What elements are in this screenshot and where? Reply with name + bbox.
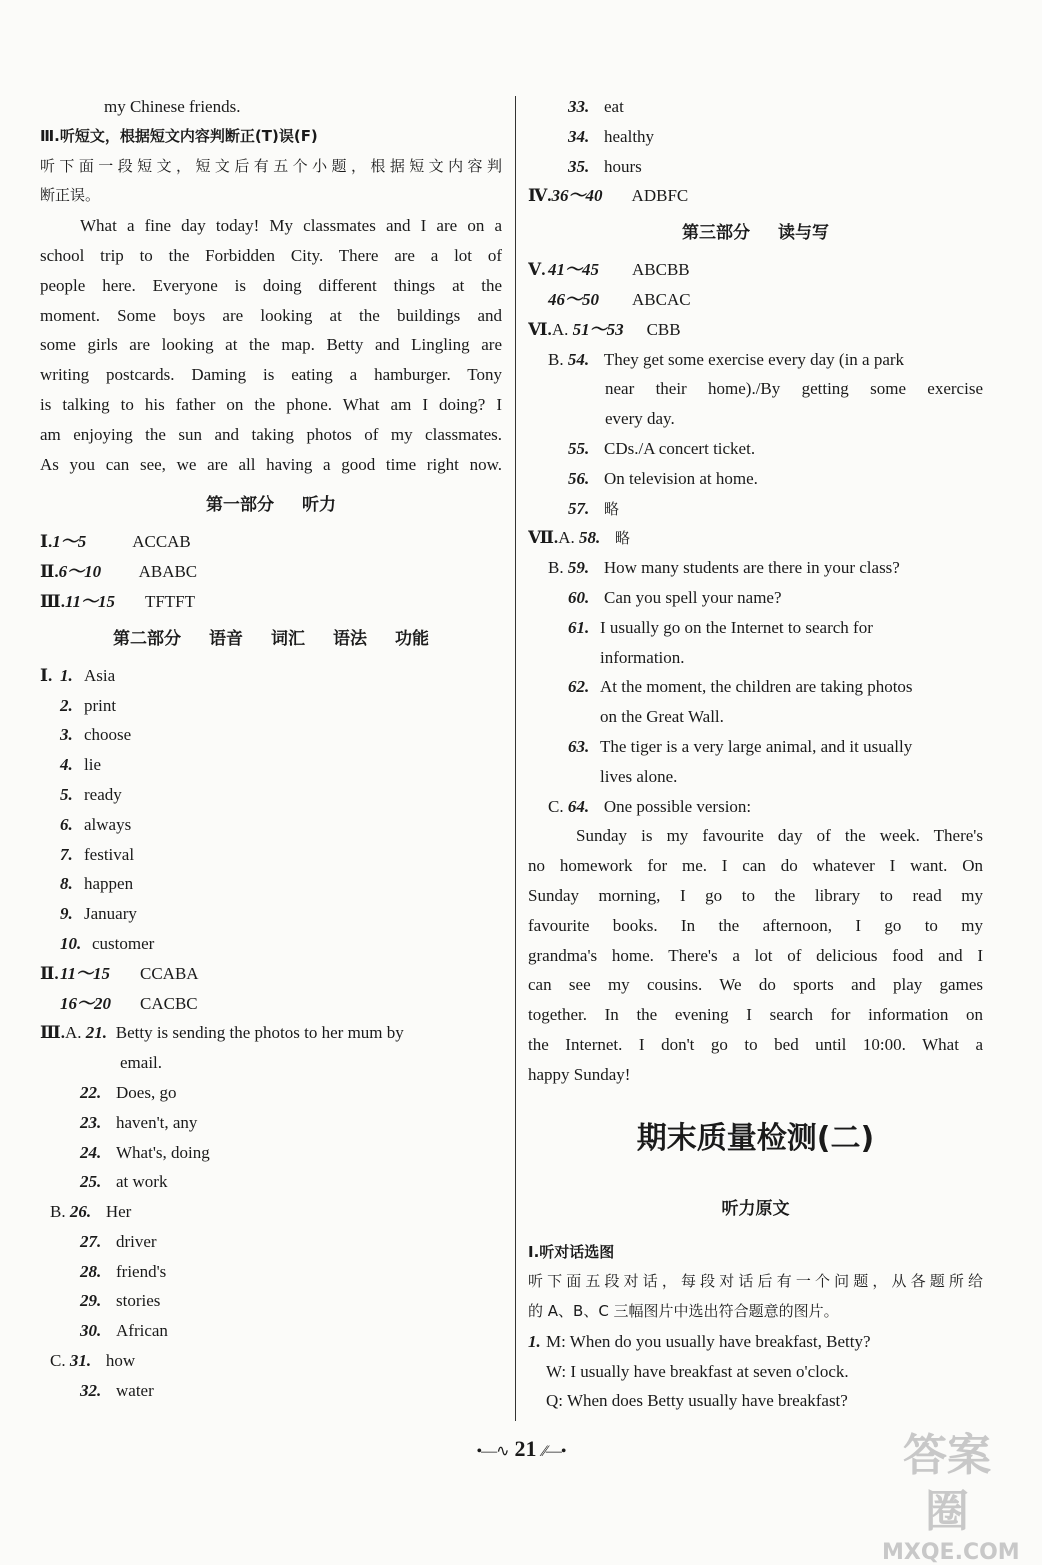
passage-line: writing postcards. Daming is eating a hamburger. Tony: [40, 365, 502, 385]
passage-line: What a fine day today! My classmates and I are on a: [80, 216, 502, 236]
right-column: [528, 92, 983, 1416]
answer-item: 56. On television at home.: [568, 468, 758, 488]
answer-row: Ⅳ.36～40 ADBFC: [528, 186, 689, 206]
answer-item: 35. hours: [568, 156, 642, 176]
answer-item: 55. CDs./A concert ticket.: [568, 438, 756, 458]
answer-continuation: near their home)./By getting some exercise: [605, 379, 983, 399]
passage-line: is talking to his father on the phone. What am I doing? I: [40, 394, 502, 414]
word-item: 9. January: [60, 904, 137, 924]
word-item: 3. choose: [60, 725, 132, 745]
answer-row: 16～20 CACBC: [60, 993, 198, 1013]
answer-row: Ⅲ.11～15 TFTFT: [40, 591, 196, 611]
answer-item: 57. 略: [568, 498, 620, 518]
answer-row: Ⅱ.11～15 CCABA: [40, 963, 199, 983]
answer-item: 60. Can you spell your name?: [568, 587, 782, 607]
essay-line: favourite books. In the afternoon, I go to my: [528, 915, 983, 935]
passage-line: school trip to the Forbidden City. There are a lot of: [40, 245, 502, 265]
instruction-line: 断正误。: [40, 186, 101, 205]
listening-title: 听力原文: [721, 1198, 790, 1219]
essay-line: happy Sunday!: [528, 1064, 631, 1084]
essay-line: together. In the evening I search for information on: [528, 1005, 983, 1025]
exam-title: 期末质量检测(二): [636, 1120, 875, 1156]
answer-row: 46～50 ABCAC: [548, 289, 691, 309]
answer-item: 62. At the moment, the children are taking photos: [568, 677, 913, 697]
answer-item: 32. water: [80, 1380, 154, 1400]
word-item: 5. ready: [60, 784, 122, 804]
answer-item: B. 59. How many students are there in your class?: [548, 558, 900, 578]
passage-line: some girls are looking at the map. Betty and Lingling are: [40, 335, 502, 355]
intro-tail: my Chinese friends.: [104, 97, 241, 116]
page-number: 21: [514, 1436, 537, 1461]
section-heading: Ⅰ.听对话选图: [528, 1242, 615, 1261]
essay-line: grandma's home. There's a lot of delicious food and I: [528, 945, 983, 965]
essay-line: Sunday is my favourite day of the week. There's: [576, 826, 983, 846]
essay-line: can see my cousins. We do sports and play games: [528, 975, 983, 995]
answer-item: 25. at work: [80, 1172, 168, 1192]
word-item: 8. happen: [60, 874, 134, 894]
answer-row: Ⅴ. 41～45 ABCBB: [528, 260, 690, 280]
essay-line: the Internet. I don't go to bed until 10:00. What a: [528, 1034, 983, 1054]
answer-row: Ⅵ.A. 51～53 CBB: [528, 319, 681, 339]
answer-item: 22. Does, go: [80, 1082, 177, 1102]
left-column: [40, 92, 502, 1406]
section-heading: Ⅲ.听短文，根据短文内容判断正(T)误(F): [40, 126, 318, 145]
answer-item: 28. friend's: [80, 1261, 167, 1281]
part2-heading: 第二部分 语音 词汇 语法 功能: [113, 628, 429, 649]
watermark: [882, 1428, 1020, 1565]
answer-continuation: on the Great Wall.: [600, 707, 724, 727]
answer-item: 24. What's, doing: [80, 1142, 210, 1162]
part3-heading: 第三部分 读与写: [682, 223, 829, 244]
passage-line: moment. Some boys are looking at the buildings and: [40, 305, 502, 325]
watermark-logo: 答案圈: [903, 1430, 991, 1537]
word-item: 7. festival: [60, 844, 135, 864]
answer-item: B. 26. Her: [50, 1202, 132, 1222]
answer-item: 61. I usually go on the Internet to search for: [568, 617, 873, 637]
answer-item: Ⅲ.A. 21. Betty is sending the photos to her mum by: [40, 1023, 404, 1043]
answer-item: 27. driver: [80, 1231, 157, 1251]
answer-item: 23. haven't, any: [80, 1112, 198, 1132]
word-item: 4. lie: [60, 755, 101, 775]
part1-heading: 第一部分 听力: [206, 495, 336, 516]
passage-line: people here. Everyone is doing different things at the: [40, 275, 502, 295]
instruction-line: 的 A、B、C 三幅图片中选出符合题意的图片。: [528, 1302, 839, 1321]
answer-item: C. 64. One possible version:: [548, 796, 752, 816]
word-item: 6. always: [60, 814, 132, 834]
answer-row: Ⅰ.1～5 ACCAB: [40, 532, 191, 552]
column-divider: [515, 96, 516, 1421]
word-item: 2. print: [60, 695, 117, 715]
essay-line: no homework for me. I can do whatever I want. On: [528, 856, 983, 876]
word-item: Ⅰ. 1. Asia: [40, 665, 116, 685]
answer-item: 29. stories: [80, 1291, 161, 1311]
answer-item: B. 54. They get some exercise every day (in a park: [548, 349, 905, 369]
answer-item: 34. healthy: [568, 126, 655, 146]
footer-ornament-left: •—∿: [476, 1443, 509, 1460]
answer-continuation: every day.: [605, 409, 675, 429]
dialog-line: Q: When does Betty usually have breakfast?: [546, 1391, 848, 1411]
answer-continuation: information.: [600, 647, 685, 667]
answer-row: Ⅱ.6～10 ABABC: [40, 562, 198, 582]
passage-line: am enjoying the sun and taking photos of my classmates.: [40, 424, 502, 444]
word-item: 10. customer: [60, 933, 155, 953]
instruction-line: 听下面五段对话，每段对话后有一个问题，从各题所给: [528, 1272, 983, 1291]
essay-line: Sunday morning, I go to the library to read my: [528, 885, 983, 905]
passage-line: As you can see, we are all having a good time right now.: [40, 454, 502, 474]
answer-item: Ⅶ.A. 58. 略: [528, 528, 630, 548]
answer-continuation: lives alone.: [600, 766, 678, 786]
answer-item: C. 31. how: [50, 1351, 136, 1371]
dialog-line: W: I usually have breakfast at seven o'clock.: [546, 1361, 849, 1381]
watermark-site: MXQE.COM: [882, 1540, 1020, 1565]
instruction-line: 听下面一段短文，短文后有五个小题，根据短文内容判: [40, 156, 502, 175]
answer-item: 63. The tiger is a very large animal, and it usually: [568, 736, 913, 756]
footer-ornament-right: ∕∕—•: [542, 1443, 566, 1460]
dialog-line: 1. M: When do you usually have breakfast, Betty?: [528, 1331, 871, 1351]
answer-item: 30. African: [80, 1321, 168, 1341]
answer-item: 33. eat: [568, 97, 624, 116]
answer-continuation: email.: [120, 1053, 163, 1073]
